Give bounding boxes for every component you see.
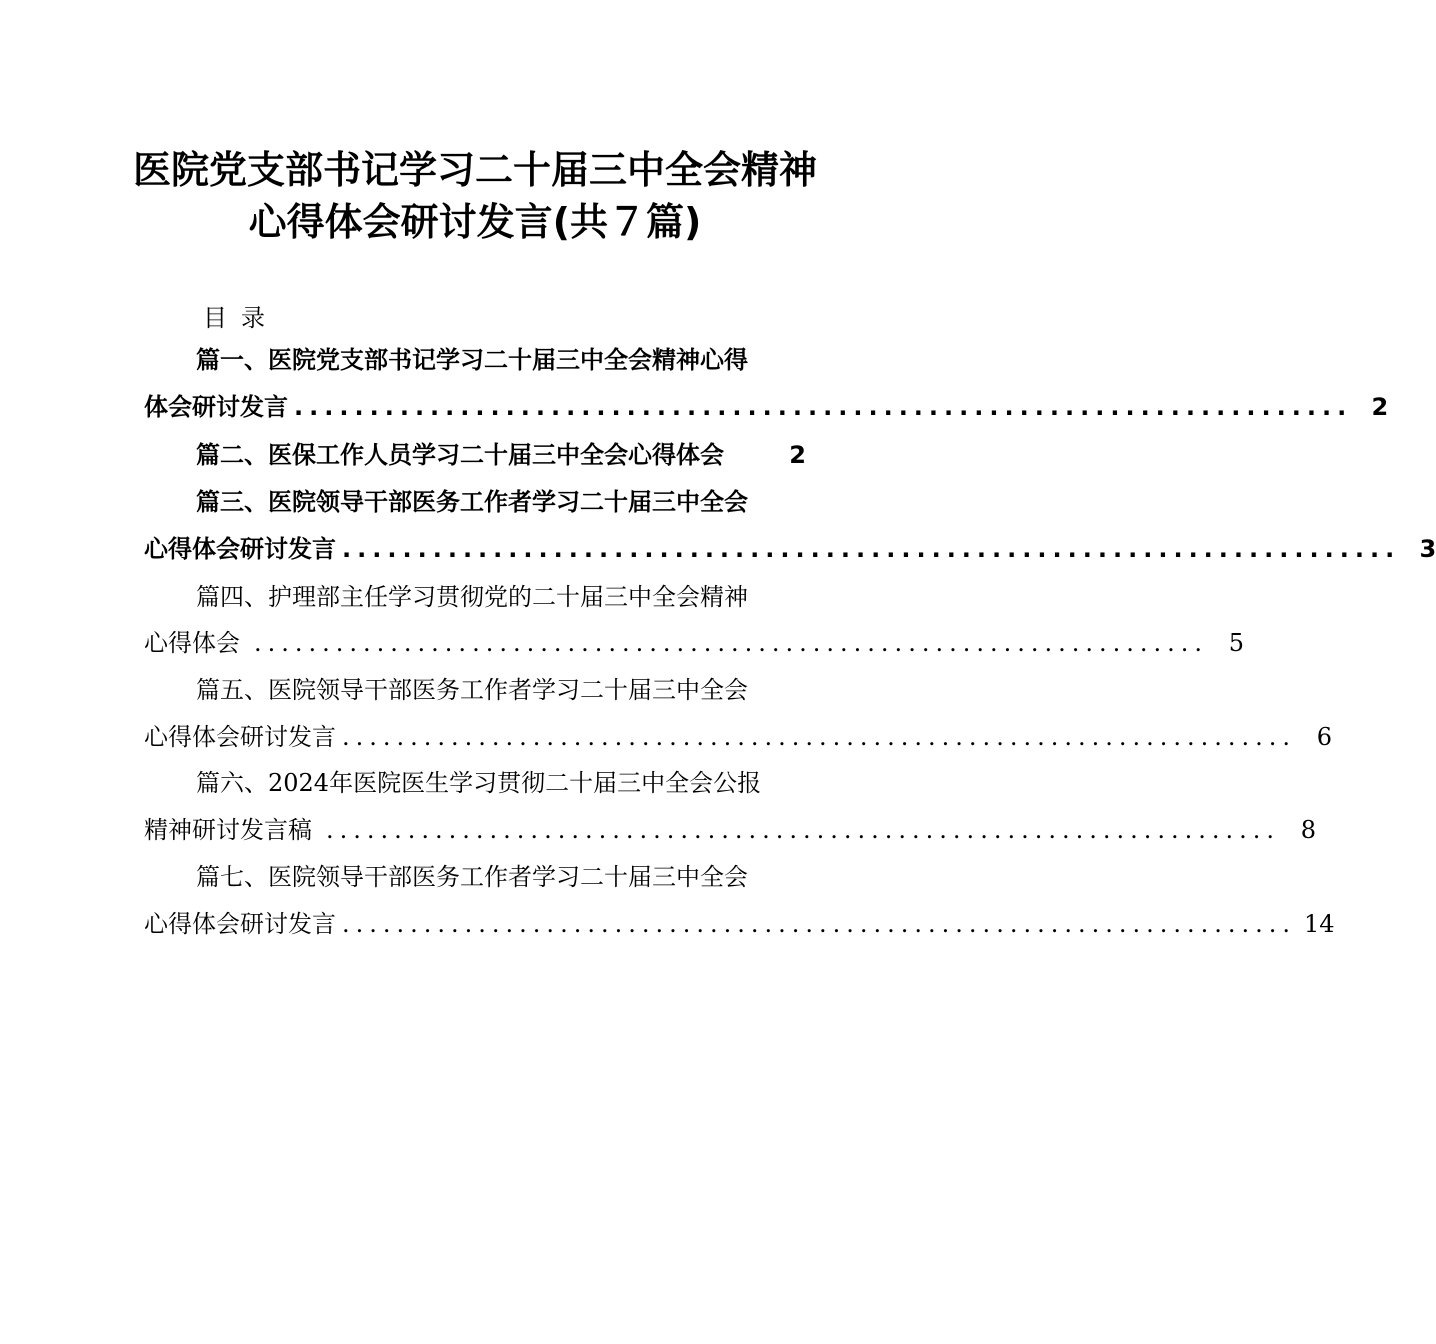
- toc-leader-dots: ......................................................................: [294, 393, 1353, 421]
- toc-entry-2-page: 2: [789, 441, 806, 469]
- toc-entry-3-page: 3: [1419, 535, 1436, 563]
- toc-entry-3-line-1[interactable]: 篇三、医院领导干部医务工作者学习二十届三中全会: [196, 488, 748, 516]
- toc-entry-7-line-1[interactable]: 篇七、医院领导干部医务工作者学习二十届三中全会: [196, 863, 748, 891]
- toc-entry-4-line-1[interactable]: 篇四、护理部主任学习贯彻党的二十届三中全会精神: [196, 583, 748, 611]
- toc-leader-dots: ......................................................................: [342, 910, 1297, 938]
- toc-leader-dots: ......................................................................: [254, 629, 1209, 657]
- toc-entry-5-line-1[interactable]: 篇五、医院领导干部医务工作者学习二十届三中全会: [196, 676, 748, 704]
- toc-entry-4-text: 心得体会: [144, 629, 240, 657]
- document-title-line-1: 医院党支部书记学习二十届三中全会精神: [132, 148, 817, 192]
- toc-entry-6-line-2[interactable]: [144, 807, 1317, 853]
- toc-leader-dots: ......................................................................: [342, 535, 1401, 563]
- toc-entry-2-line-1[interactable]: [196, 432, 806, 478]
- toc-entry-6-line-1[interactable]: 篇六、2024年医院医生学习贯彻二十届三中全会公报: [196, 769, 762, 797]
- toc-entry-1-page: 2: [1371, 393, 1389, 421]
- toc-leader-dots: ......................................................................: [342, 723, 1297, 751]
- toc-entry-1-line-2[interactable]: [144, 384, 1389, 430]
- toc-entry-4-line-2[interactable]: [144, 620, 1245, 666]
- toc-entry-1-line-1[interactable]: 篇一、医院党支部书记学习二十届三中全会精神心得: [196, 346, 748, 374]
- toc-entry-2-text: 篇二、医保工作人员学习二十届三中全会心得体会: [196, 441, 724, 469]
- toc-entry-5-line-2[interactable]: [144, 714, 1333, 760]
- toc-entry-5-text: 心得体会研讨发言: [144, 723, 336, 751]
- document-title-line-2: 心得体会研讨发言(共７篇): [248, 200, 702, 244]
- toc-entry-7-line-2[interactable]: [144, 901, 1335, 947]
- toc-entry-7-page: 14: [1304, 910, 1335, 938]
- toc-entry-3-text: 心得体会研讨发言: [144, 535, 336, 563]
- toc-entry-1-text: 体会研讨发言: [144, 393, 288, 421]
- toc-entry-4-page: 5: [1228, 629, 1245, 657]
- toc-entry-6-text: 精神研讨发言稿: [144, 816, 312, 844]
- toc-entry-7-text: 心得体会研讨发言: [144, 910, 336, 938]
- toc-entry-5-page: 6: [1316, 723, 1333, 751]
- toc-entry-6-page: 8: [1300, 816, 1317, 844]
- toc-entry-3-line-2[interactable]: [144, 526, 1436, 572]
- toc-leader-dots: ......................................................................: [326, 816, 1281, 844]
- toc-heading: 目录: [203, 304, 279, 332]
